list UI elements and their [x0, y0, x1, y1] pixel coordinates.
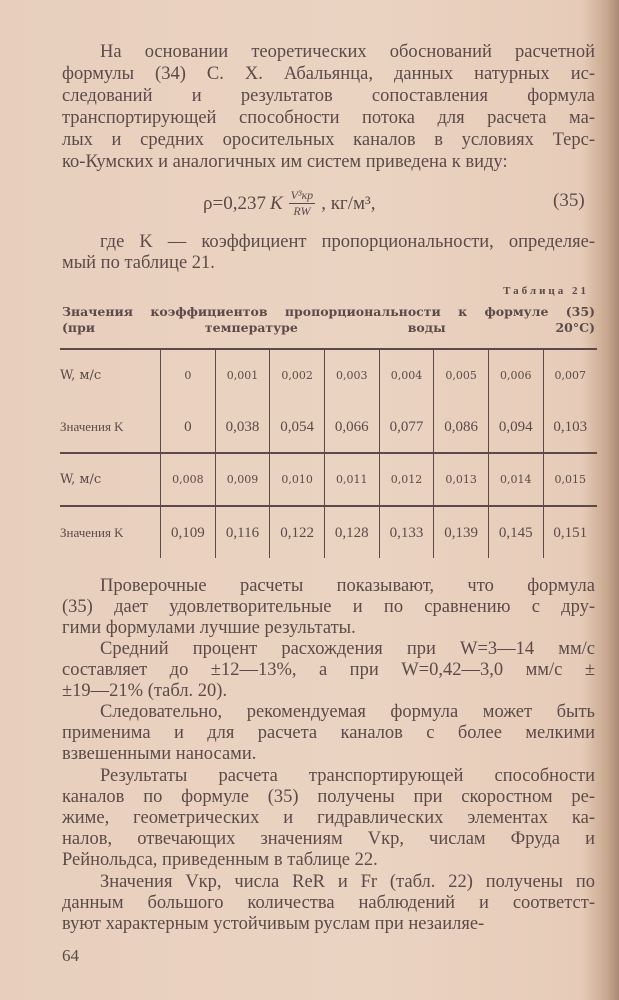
table-row: [60, 453, 597, 506]
formula-unit: , кг/м³,: [321, 192, 376, 214]
table-cell: 0,054: [270, 401, 325, 453]
table-cell: 0,086: [434, 401, 489, 453]
text-line: следований и результатов сопоставления формула: [62, 86, 595, 106]
coefficient-table: [60, 348, 597, 558]
row-label: W, м/с: [60, 453, 161, 506]
table-cell: 0,010: [270, 453, 325, 506]
table-cell: 0,013: [434, 453, 489, 506]
text-line: ±19—21% (табл. 20).: [62, 681, 228, 701]
formula-35: [203, 188, 375, 219]
row-label: Значения K: [60, 418, 124, 434]
table-caption-line: Значения коэффициентов пропорциональности к формуле (35): [62, 304, 595, 319]
table-cell: 0,139: [434, 506, 489, 558]
text-line: составляет до ±12—13%, а при W=0,42—3,0 мм/с ±: [62, 660, 595, 680]
table-cell: 0,128: [324, 506, 379, 558]
text-line: транспортирующей способности потока для расчета ма-: [62, 108, 595, 128]
table-cell: 0,005: [434, 349, 489, 401]
table-cell: 0,109: [161, 506, 216, 558]
text-line: Результаты расчета транспортирующей способности: [100, 766, 595, 786]
text-line: Рейнольдса, приведенным в таблице 22.: [62, 850, 378, 870]
text-line: На основании теоретических обоснований расчетной: [100, 42, 595, 62]
table-cell: 0,002: [270, 349, 325, 401]
text-line: Средний процент расхождения при W=3—14 мм/с: [100, 639, 595, 659]
text-line: применима и для расчета каналов с более мелкими: [62, 723, 595, 743]
table-cell: 0,103: [543, 401, 597, 453]
text-line: (35) дает удовлетворительные и по сравнению с дру-: [62, 597, 595, 617]
text-line: Значения Vкр, числа ReR и Fr (табл. 22) получены по: [100, 872, 595, 892]
text-line: гими формулами лучшие результаты.: [62, 618, 356, 638]
text-line: Проверочные расчеты показывают, что формула: [100, 576, 595, 596]
table-cell: 0,008: [161, 453, 216, 506]
table-cell: 0,003: [324, 349, 379, 401]
table-cell: 0,007: [543, 349, 597, 401]
text-line: ко-Кумских и аналогичных им систем приведена к виду:: [62, 152, 508, 172]
row-label: W, м/с: [60, 349, 161, 401]
table-row: [60, 401, 597, 453]
text-line: налов, отвечающих значениям Vкр, числам Фруда и: [62, 829, 595, 849]
text-line: Следовательно, рекомендуемая формула может быть: [100, 702, 595, 722]
table-cell: 0,066: [324, 401, 379, 453]
table-cell: 0,012: [379, 453, 434, 506]
table-cell: 0,011: [324, 453, 379, 506]
text-line: вуют характерным устойчивым руслам при незаиляе-: [62, 914, 485, 934]
table-cell: 0,122: [270, 506, 325, 558]
text-line: где K — коэффициент пропорциональности, определяе-: [100, 232, 595, 252]
text-line: формулы (34) С. Х. Абальянца, данных натурных ис-: [62, 64, 595, 84]
formula-lhs: ρ=0,237: [203, 192, 266, 214]
table-caption-line: (при температуре воды 20°С): [62, 320, 595, 335]
table-cell: 0,004: [379, 349, 434, 401]
equation-number: (35): [553, 190, 585, 211]
text-line: взвешенными наносами.: [62, 744, 257, 764]
formula-fraction: [289, 188, 316, 219]
text-line: мый по таблице 21.: [62, 253, 215, 273]
table-cell: 0,151: [543, 506, 597, 558]
table-row: [60, 506, 597, 558]
row-label: Значения K: [60, 506, 161, 558]
formula-k: K: [269, 192, 283, 214]
page-number: 64: [62, 946, 79, 965]
table-cell: 0,077: [379, 401, 434, 453]
text-line: лых и средних оросительных каналов в условиях Терс-: [62, 130, 595, 150]
text-line: данным большого количества наблюдений и соответст-: [62, 893, 595, 913]
formula-denominator: RW: [293, 204, 311, 218]
table-cell: 0,133: [379, 506, 434, 558]
table-cell: 0: [161, 349, 216, 401]
table-row: [60, 349, 597, 401]
text-line: жиме, геометрических и гидравлических элементах ка-: [62, 808, 595, 828]
table-cell: 0,116: [215, 506, 270, 558]
table-cell: 0,001: [215, 349, 270, 401]
table-cell: 0,009: [215, 453, 270, 506]
text-line: каналов по формуле (35) получены при скоростном ре-: [62, 787, 595, 807]
table-label: Таблица 21: [503, 285, 589, 297]
table-cell: 0: [161, 401, 216, 453]
table-cell: 0,006: [488, 349, 543, 401]
formula-numerator: V³кр: [290, 188, 314, 202]
table-cell: 0,094: [488, 401, 543, 453]
table-cell: 0,038: [215, 401, 270, 453]
table-cell: 0,145: [488, 506, 543, 558]
table-cell: 0,015: [543, 453, 597, 506]
table-cell: 0,014: [488, 453, 543, 506]
